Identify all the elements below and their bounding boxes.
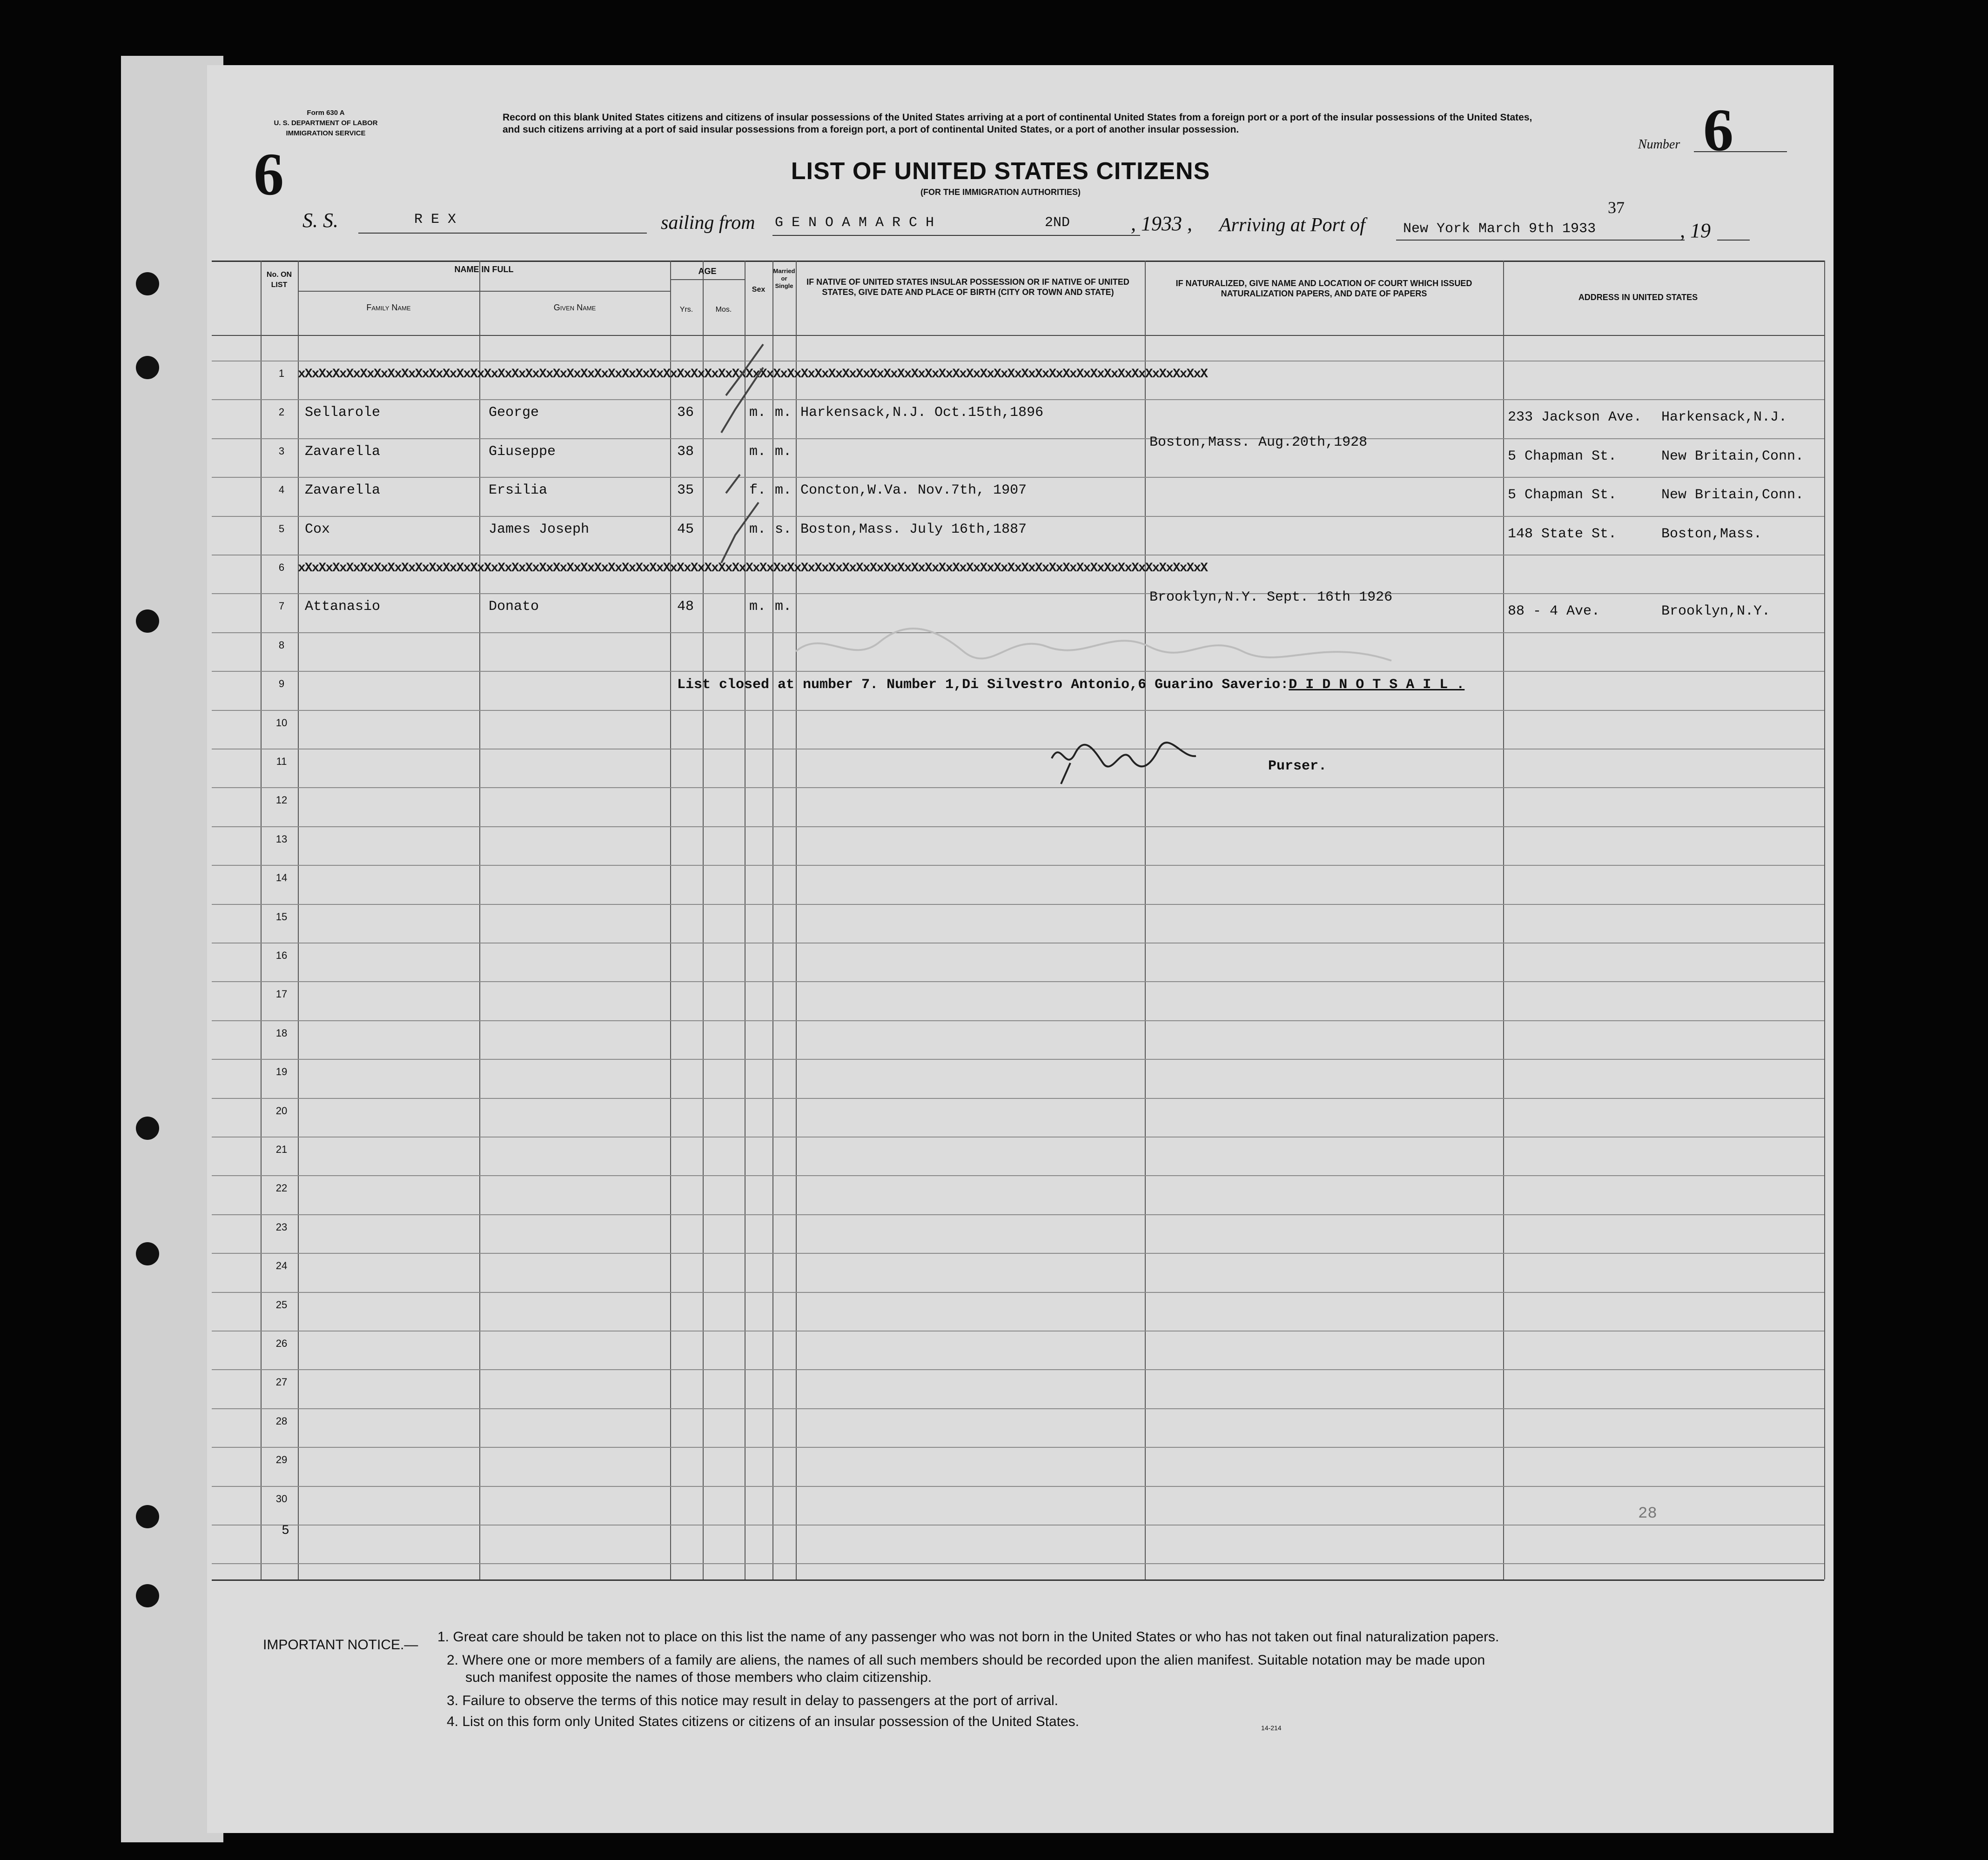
header-mos: Mos. [715, 306, 732, 314]
column-divider [670, 261, 671, 1579]
check-marks [703, 340, 819, 619]
row-divider [212, 1253, 1824, 1254]
row-divider [212, 904, 1824, 905]
row-number: 4 [278, 484, 285, 496]
header-no-on-list: No. ON LIST [266, 271, 292, 289]
record-note: Record on this blank United States citizens and citizens of insular possessions of the United States arriving at a port of continental United States from a foreign port or a port of the insular possessions of the United States, and such citizens arriving at a port of said insular possessions from a foreign port, a port of continental United States, or a port of another insular possession. [503, 112, 1532, 135]
manifest-page [207, 65, 1834, 1833]
row-number: 5 [278, 522, 285, 535]
cell-sex: m. [749, 405, 766, 421]
column-divider [298, 261, 299, 1579]
struck-entry: xXxXxXxXxXxXxXxXxXxXxXxXxXxXxXxXxXxXxXxXxXxXxXxXxXxXxXxXxXxXxXxXxXxXxXxXxXxXxXxXxXxXxXxXxXxXxXxXxXxXxXxXxXxXxXxXxXxXxXxXxXxXxXxXxXxX [298, 367, 1207, 379]
department-name: U. S. DEPARTMENT OF LABOR [274, 119, 378, 127]
ship-name: R E X [414, 212, 457, 227]
binder-hole [136, 356, 159, 379]
binder-hole [136, 1117, 159, 1140]
row-divider [212, 477, 1824, 478]
row-number: 26 [275, 1338, 288, 1349]
sailing-underline [772, 235, 1140, 236]
cell-age: 45 [677, 521, 694, 537]
header-naturalized: IF NATURALIZED, GIVE NAME AND LOCATION OF COURT WHICH ISSUED NATURALIZATION PAPERS, AND DATE OF PAPERS [1175, 279, 1472, 298]
page-subtitle: (FOR THE IMMIGRATION AUTHORITIES) [920, 187, 1081, 197]
cell-address1: 5 Chapman St. [1508, 448, 1617, 464]
age-header-divider [670, 279, 745, 280]
notice-heading: IMPORTANT NOTICE.— [263, 1637, 418, 1653]
cell-given: George [489, 405, 539, 421]
arriving-port: New York March 9th 1933 [1403, 221, 1596, 237]
row-number: 10 [275, 716, 288, 729]
cell-sex: m. [749, 521, 766, 537]
row-divider [212, 787, 1824, 788]
form-identifier [270, 108, 382, 139]
arriving-underline [1396, 240, 1685, 241]
cell-given: Ersilia [489, 482, 548, 499]
table-top-border [212, 261, 1824, 262]
year-suffix: , 19 [1680, 219, 1711, 242]
handwritten-number: 37 [1608, 198, 1625, 217]
column-divider [479, 261, 480, 1579]
arriving-label: Arriving at Port of [1219, 214, 1365, 236]
row-divider [212, 1447, 1824, 1448]
row-divider [212, 593, 1824, 594]
cell-sex: m. [749, 443, 766, 460]
row-divider [212, 826, 1824, 827]
purser-signature [1042, 730, 1219, 786]
cell-given: Donato [489, 599, 539, 615]
row-number: 23 [275, 1221, 288, 1233]
row-number: 1 [278, 368, 285, 379]
header-address: ADDRESS IN UNITED STATES [1578, 293, 1698, 302]
column-divider [1824, 261, 1825, 1579]
cell-naturalized: Brooklyn,N.Y. Sept. 16th 1926 [1149, 589, 1393, 606]
row-number: 21 [275, 1144, 288, 1155]
row-number: 13 [275, 833, 288, 845]
header-married-or-single: Married or Single [773, 268, 795, 289]
row-divider [212, 516, 1824, 517]
stamp-number: 28 [1638, 1505, 1657, 1523]
cell-address2: Brooklyn,N.Y. [1661, 603, 1771, 620]
row-number: 11 [276, 756, 287, 767]
left-page-number: 6 [254, 141, 284, 208]
row-number: 24 [275, 1260, 288, 1272]
row-number: 29 [275, 1454, 288, 1466]
row-number: 8 [278, 639, 285, 651]
row-divider [212, 1408, 1824, 1409]
cell-age: 35 [677, 482, 694, 499]
cell-family: Zavarella [305, 482, 381, 499]
row-divider [212, 865, 1824, 866]
cell-marital: s. [775, 521, 792, 537]
binder-hole [136, 1584, 159, 1607]
notice-item-3: 3. Failure to observe the terms of this notice may result in delay to passengers at the port of arrival. [447, 1693, 1058, 1708]
row-number: 2 [278, 406, 285, 418]
row-number: 15 [275, 910, 288, 923]
bottom-mark: 5 [282, 1524, 289, 1538]
row-divider [212, 1292, 1824, 1293]
cell-birth: Concton,W.Va. Nov.7th, 1907 [800, 482, 1027, 499]
cell-sex: m. [749, 599, 766, 615]
notice-item-2: 2. Where one or more members of a family are aliens, the names of all such members should be recorded upon the alien manifest. Suitable notation may be made upon [447, 1653, 1485, 1668]
row-number: 12 [275, 794, 288, 806]
cell-address1: 5 Chapman St. [1508, 487, 1617, 503]
row-number: 22 [275, 1182, 288, 1194]
row-number: 16 [275, 950, 288, 961]
row-divider [212, 1098, 1824, 1099]
cell-birth: Harkensack,N.J. Oct.15th,1896 [800, 405, 1044, 421]
cell-address1: 148 State St. [1508, 526, 1617, 542]
cell-marital: m. [775, 482, 792, 499]
form-code: 14-214 [1261, 1724, 1282, 1732]
cell-age: 36 [677, 405, 694, 421]
row-number: 27 [275, 1376, 288, 1388]
header-age: AGE [698, 267, 717, 276]
column-divider [1503, 261, 1504, 1579]
number-value: 6 [1703, 97, 1733, 164]
service-name: IMMIGRATION SERVICE [286, 129, 366, 137]
row-number: 18 [275, 1027, 288, 1039]
row-divider [212, 1214, 1824, 1215]
row-number: 17 [275, 988, 288, 1000]
row-divider [212, 981, 1824, 982]
cell-family: Attanasio [305, 599, 381, 615]
row-divider [212, 1020, 1824, 1021]
cell-family: Cox [305, 521, 330, 537]
row-number: 9 [278, 678, 285, 690]
row-number: 28 [275, 1415, 288, 1427]
row-divider [212, 1175, 1824, 1176]
notice-item-4: 4. List on this form only United States citizens or citizens of an insular possession of the United States. [447, 1714, 1080, 1729]
number-label: Number [1638, 137, 1680, 152]
row-number: 20 [275, 1104, 288, 1117]
cell-given: Giuseppe [489, 443, 556, 460]
cell-marital: m. [775, 443, 792, 460]
cell-given: James Joseph [489, 521, 590, 537]
row-number: 25 [275, 1298, 288, 1311]
did-not-sail: D I D N O T S A I L . [1289, 677, 1465, 693]
row-number: 7 [278, 600, 285, 612]
sailing-from-label: sailing from [661, 212, 755, 234]
row-divider [212, 1563, 1824, 1564]
header-yrs: Yrs. [679, 306, 693, 314]
cell-address2: New Britain,Conn. [1661, 487, 1804, 503]
sailing-day: 2ND [1045, 215, 1070, 231]
header-bottom-border [212, 335, 1824, 336]
header-family-name: Family Name [366, 303, 411, 312]
sailing-year: , 1933 , [1131, 212, 1192, 235]
row-divider [212, 438, 1824, 439]
cell-marital: m. [775, 599, 792, 615]
header-birth: IF NATIVE OF UNITED STATES INSULAR POSSESSION OR IF NATIVE OF UNITED STATES, GIVE DATE AND PLACE OF BIRTH (CITY OR TOWN AND STATE) [806, 277, 1129, 297]
column-divider [1145, 261, 1146, 1579]
header-name-in-full: NAME IN FULL [454, 265, 514, 274]
binder-hole [136, 1242, 159, 1265]
cell-address1: 88 - 4 Ave. [1508, 603, 1600, 620]
pencil-annotation [786, 609, 1405, 679]
row-number: 3 [278, 445, 285, 457]
sailing-from-port: G E N O A M A R C H [775, 215, 934, 231]
cell-marital: m. [775, 405, 792, 421]
table-bottom-border [212, 1579, 1824, 1581]
cell-naturalized: Boston,Mass. Aug.20th,1928 [1149, 434, 1368, 450]
row-number: 19 [275, 1066, 288, 1078]
row-divider [212, 710, 1824, 711]
struck-entry: xXxXxXxXxXxXxXxXxXxXxXxXxXxXxXxXxXxXxXxXxXxXxXxXxXxXxXxXxXxXxXxXxXxXxXxXxXxXxXxXxXxXxXxXxXxXxXxXxXxXxXxXxXxXxXxXxXxXxXxXxXxXxXxXxXxX [298, 561, 1207, 573]
row-divider [212, 399, 1824, 400]
binder-hole [136, 609, 159, 633]
ss-label: S. S. [302, 209, 338, 232]
binder-hole [136, 272, 159, 295]
row-divider [212, 1486, 1824, 1487]
ship-underline [358, 233, 647, 234]
cell-age: 38 [677, 443, 694, 460]
cell-address2: Boston,Mass. [1661, 526, 1762, 542]
name-header-divider [298, 291, 670, 292]
cell-address2: Harkensack,N.J. [1661, 409, 1787, 426]
page-title: LIST OF UNITED STATES CITIZENS [791, 158, 1210, 185]
header-sex: Sex [752, 286, 766, 294]
row-divider [212, 1369, 1824, 1370]
cell-age: 48 [677, 599, 694, 615]
binder-hole [136, 1505, 159, 1528]
column-divider [261, 261, 262, 1579]
cell-family: Sellarole [305, 405, 381, 421]
cell-birth: Boston,Mass. July 16th,1887 [800, 521, 1027, 537]
notice-item-1: 1. Great care should be taken not to place on this list the name of any passenger who was not born in the United States or who has not taken out final naturalization papers. [437, 1629, 1499, 1645]
notice-item-2-cont: such manifest opposite the names of those members who claim citizenship. [465, 1670, 932, 1685]
closing-note-text: List closed at number 7. Number 1,Di Silvestro Antonio,6 Guarino Saverio: [677, 677, 1289, 693]
row-number: 14 [275, 872, 288, 884]
purser-label: Purser. [1268, 758, 1327, 774]
cell-address2: New Britain,Conn. [1661, 448, 1804, 464]
row-divider [212, 1059, 1824, 1060]
cell-sex: f. [749, 482, 766, 499]
cell-address1: 233 Jackson Ave. [1508, 409, 1642, 426]
cell-family: Zavarella [305, 443, 381, 460]
form-number: Form 630 A [307, 109, 345, 117]
row-number: 6 [278, 562, 285, 573]
header-given-name: Given Name [553, 303, 596, 312]
year-underline [1717, 240, 1750, 241]
row-number: 30 [275, 1492, 288, 1505]
closing-note [677, 677, 1464, 693]
